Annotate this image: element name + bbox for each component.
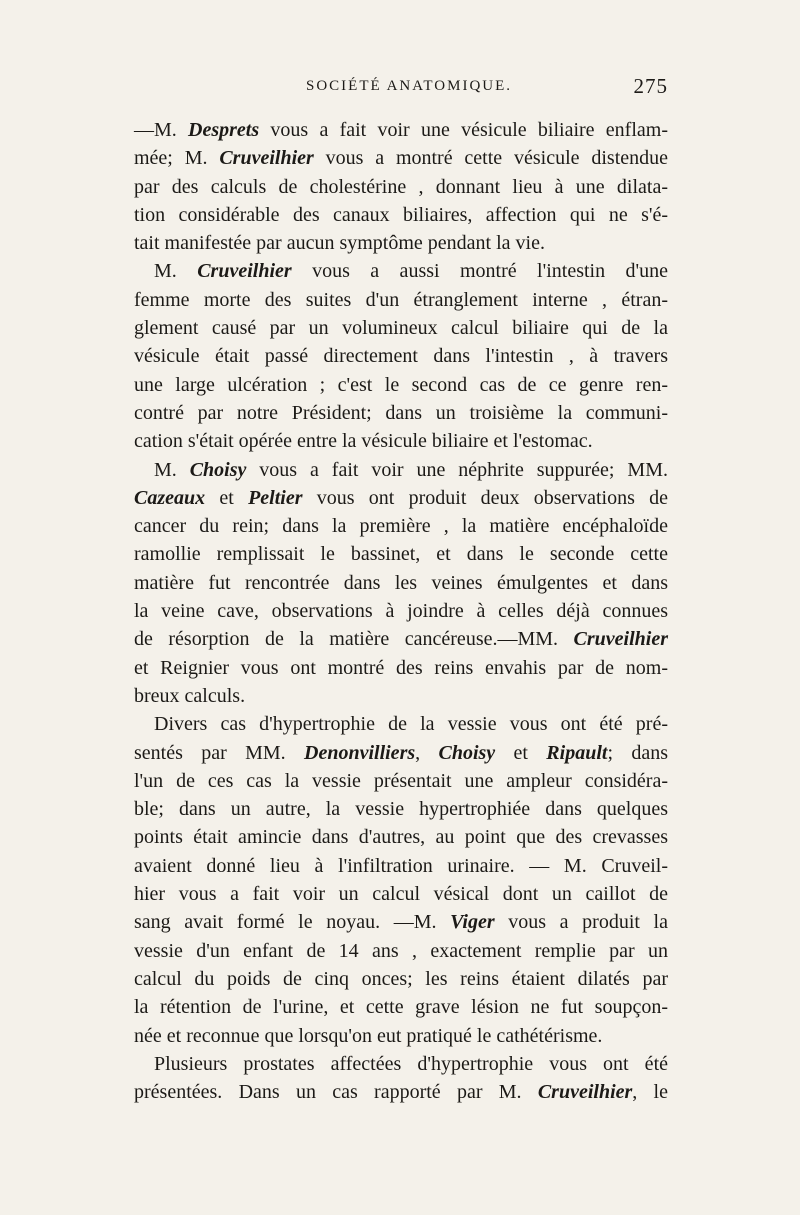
text-line — [134, 399, 668, 427]
text-line — [134, 710, 668, 738]
text-segment: M. — [154, 260, 198, 283]
text-segment: vésicule était passé directement dans l'intestin , à travers — [134, 345, 668, 368]
text-segment: sang avait formé le noyau. —M. — [134, 911, 451, 934]
italic-name: Desprets — [188, 119, 260, 141]
text-segment: calcul du poids de cinq onces; les reins étaient dilatés par — [134, 967, 668, 990]
text-line — [134, 257, 668, 285]
text-segment: cation s'était opérée entre la vésicule biliaire et l'estomac. — [134, 430, 593, 453]
text-line — [134, 371, 668, 399]
text-segment: de résorption de la matière cancéreuse.—MM. — [134, 628, 574, 651]
text-line — [134, 201, 668, 229]
text-line — [134, 739, 668, 767]
italic-name: Ripault — [546, 741, 608, 764]
text-line — [134, 597, 668, 625]
text-line — [134, 484, 668, 512]
text-segment: , — [415, 741, 439, 764]
text-segment: , le — [632, 1081, 668, 1104]
running-title: SOCIÉTÉ ANATOMIQUE. — [306, 78, 513, 94]
page-number: 275 — [633, 74, 668, 98]
text-line — [134, 286, 668, 314]
text-line — [134, 229, 668, 257]
text-segment: née et reconnue que lorsqu'on eut pratiqué le cathétérisme. — [134, 1024, 603, 1047]
text-line — [134, 682, 668, 710]
text-line — [134, 342, 668, 370]
text-line — [134, 880, 668, 908]
italic-name: Cruveilhier — [219, 147, 314, 170]
text-segment: contré par notre Président; dans un troisième la communi- — [134, 401, 668, 424]
text-line — [134, 823, 668, 851]
text-segment: et — [205, 486, 249, 509]
text-line — [134, 852, 668, 880]
text-line — [134, 937, 668, 965]
text-segment: M. — [154, 458, 190, 481]
text-segment: la veine cave, observations à joindre à celles déjà connues — [134, 600, 668, 623]
text-line — [134, 456, 668, 484]
text-line — [134, 144, 668, 172]
body-text — [134, 116, 668, 1106]
text-line — [134, 512, 668, 540]
text-segment: la rétention de l'urine, et cette grave lésion ne fut soupçon- — [134, 996, 668, 1019]
text-segment: ramollie remplissait le bassinet, et dans le seconde cette — [134, 543, 668, 566]
text-segment: glement causé par un volumineux calcul biliaire qui de la — [134, 317, 668, 340]
text-line — [134, 173, 668, 201]
text-segment: vous a fait voir une vésicule biliaire enflam- — [259, 119, 668, 141]
italic-name: Peltier — [248, 486, 303, 509]
text-line — [134, 1022, 668, 1050]
text-segment: —M. — [134, 119, 189, 141]
text-line — [134, 965, 668, 993]
text-segment: et — [495, 741, 547, 764]
text-segment: par des calculs de cholestérine , donnant lieu à une dilata- — [134, 175, 668, 198]
page-header — [134, 74, 668, 108]
text-segment: femme morte des suites d'un étranglement interne , étran- — [134, 288, 668, 311]
text-segment: hier vous a fait voir un calcul vésical dont un caillot de — [134, 883, 668, 906]
text-line — [134, 767, 668, 795]
text-segment: Divers cas d'hypertrophie de la vessie vous ont été pré- — [154, 713, 668, 736]
text-segment: vessie d'un enfant de 14 ans , exactement remplie par un — [134, 939, 668, 962]
italic-name: Choisy — [438, 741, 496, 764]
italic-name: Cruveilhier — [573, 628, 668, 651]
text-segment: une large ulcération ; c'est le second cas de ce genre ren- — [134, 373, 668, 396]
italic-name: Cazeaux — [134, 486, 206, 509]
text-segment: sentés par MM. — [134, 741, 305, 764]
text-line — [134, 569, 668, 597]
text-segment: et Reignier vous ont montré des reins envahis par de nom- — [134, 656, 668, 679]
text-line — [134, 1078, 668, 1106]
text-line — [134, 993, 668, 1021]
text-segment: vous a produit la — [494, 911, 668, 934]
text-segment: vous a aussi montré l'intestin d'une — [291, 260, 668, 283]
text-segment: mée; M. — [134, 147, 220, 170]
text-line — [134, 908, 668, 936]
text-segment: présentées. Dans un cas rapporté par M. — [134, 1081, 538, 1104]
text-segment: ble; dans un autre, la vessie hypertrophiée dans quelques — [134, 798, 668, 821]
text-line — [134, 427, 668, 455]
text-line — [134, 795, 668, 823]
text-segment: Plusieurs prostates affectées d'hypertrophie vous ont été — [154, 1052, 668, 1075]
italic-name: Denonvilliers — [304, 741, 416, 764]
text-segment: points était amincie dans d'autres, au point que des crevasses — [134, 826, 668, 849]
text-segment: ; dans — [607, 741, 668, 764]
italic-name: Choisy — [189, 458, 247, 481]
text-line — [134, 1050, 668, 1078]
italic-name: Viger — [450, 911, 495, 934]
italic-name: Cruveilhier — [197, 260, 292, 283]
text-segment: vous a montré cette vésicule distendue — [313, 147, 669, 170]
text-segment: cancer du rein; dans la première , la matière encéphaloïde — [134, 515, 668, 538]
text-line — [134, 654, 668, 682]
text-segment: vous ont produit deux observations de — [302, 486, 668, 509]
text-segment: l'un de ces cas la vessie présentait une ampleur considéra- — [134, 769, 668, 792]
text-segment: breux calculs. — [134, 684, 246, 707]
text-segment: matière fut rencontrée dans les veines émulgentes et dans — [134, 571, 668, 594]
text-segment: avaient donné lieu à l'infiltration urinaire. — M. Cruveil- — [134, 854, 668, 877]
italic-name: Cruveilhier — [537, 1081, 633, 1104]
text-line — [134, 625, 668, 653]
text-line — [134, 116, 668, 144]
text-segment: tait manifestée par aucun symptôme pendant la vie. — [134, 232, 545, 255]
text-segment: tion considérable des canaux biliaires, affection qui ne s'é- — [134, 203, 668, 226]
text-segment: vous a fait voir une néphrite suppurée; MM. — [246, 458, 668, 481]
text-line — [134, 540, 668, 568]
text-line — [134, 314, 668, 342]
